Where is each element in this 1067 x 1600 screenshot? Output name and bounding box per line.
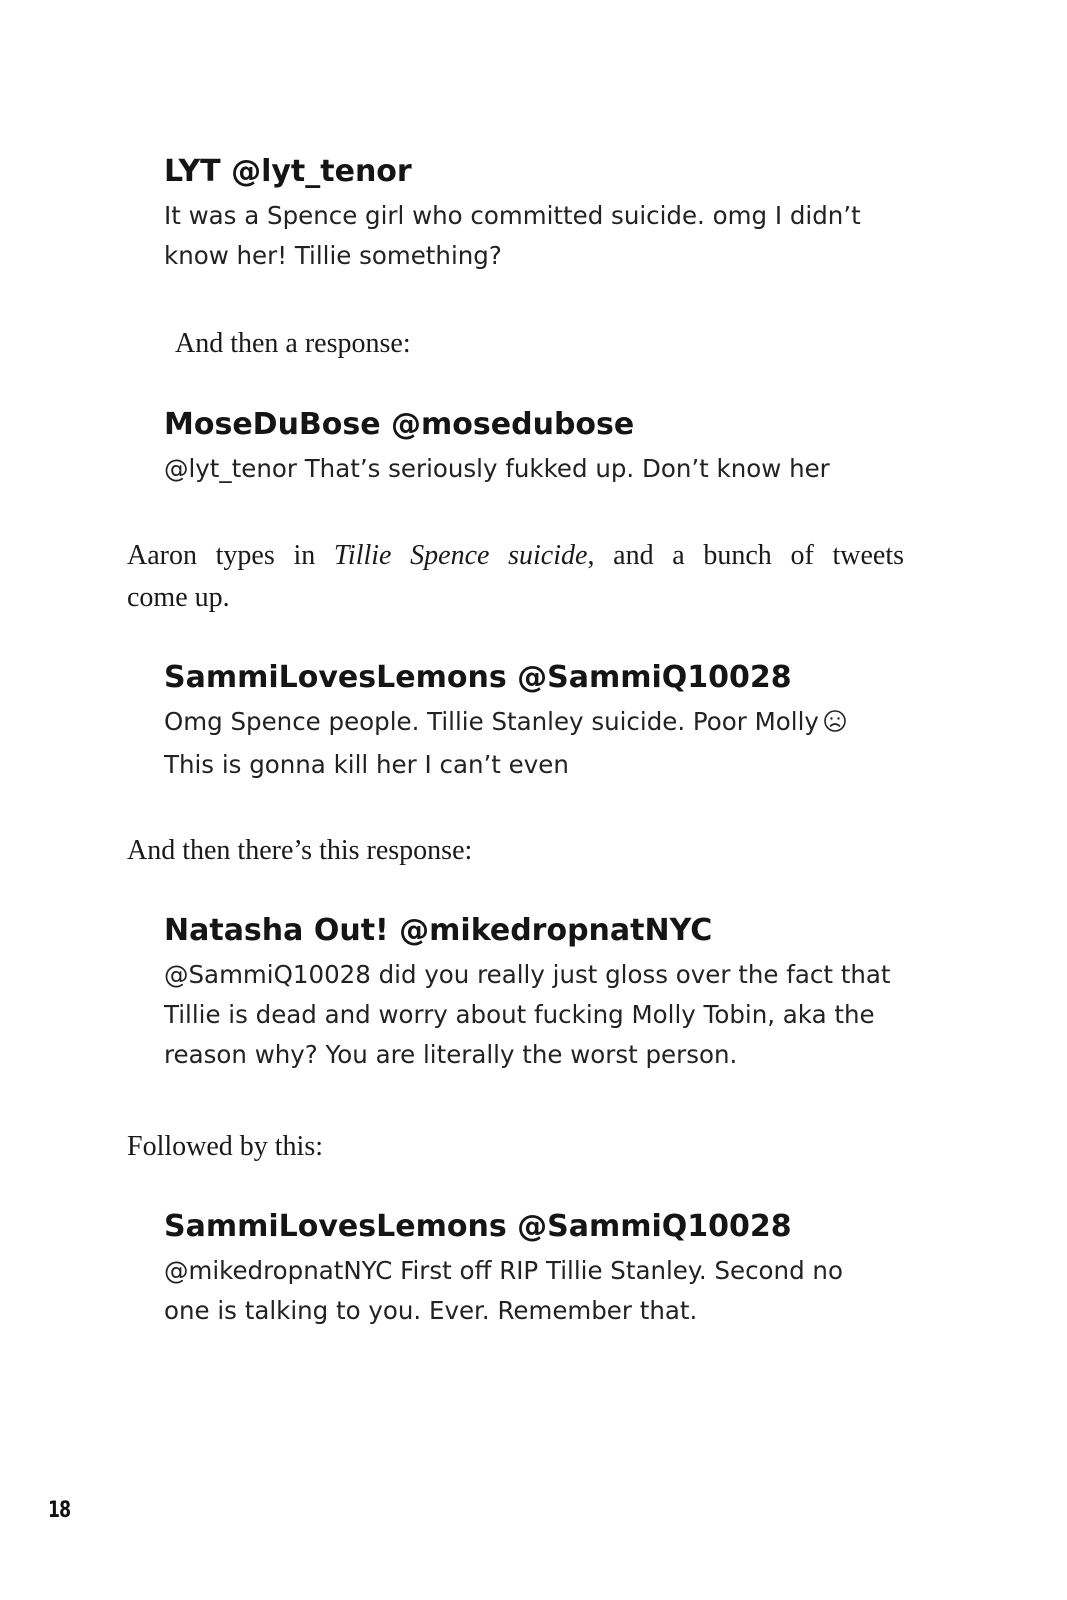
tweet-text-line: Tillie is dead and worry about fucking Molly Tobin, aka the bbox=[164, 1000, 875, 1029]
tweet-lyt-tenor bbox=[164, 154, 884, 276]
tweet-text-line: reason why? You are literally the worst person. bbox=[164, 1040, 738, 1069]
narration-italic-query: Tillie Spence suicide bbox=[333, 540, 588, 571]
tweet-text-line: @SammiQ10028 did you really just gloss over the fact that bbox=[164, 960, 891, 989]
tweet-natasha bbox=[164, 913, 891, 1075]
tweet-text-line: @lyt_tenor That’s seriously fukked up. Don’t know her bbox=[164, 454, 830, 483]
tweet-text-line: @mikedropnatNYC First off RIP Tillie Stanley. Second no bbox=[164, 1256, 843, 1285]
narration-search bbox=[127, 535, 904, 619]
tweet-text-line bbox=[164, 702, 884, 745]
tweet-text-line: It was a Spence girl who committed suicide. omg I didn’t bbox=[164, 201, 861, 230]
tweet-text-line: know her! Tillie something? bbox=[164, 241, 502, 270]
tweet-author: MoseDuBose @mosedubose bbox=[164, 407, 635, 442]
narration-text: , and a bunch of tweets bbox=[587, 540, 905, 571]
tweet-author: SammiLovesLemons @SammiQ10028 bbox=[164, 1209, 792, 1244]
tweet-text-line: one is talking to you. Ever. Remember that. bbox=[164, 1296, 698, 1325]
tweet-text-line: This is gonna kill her I can’t even bbox=[164, 750, 569, 779]
tweet-text: Omg Spence people. Tillie Stanley suicide. Poor Molly bbox=[164, 707, 819, 736]
tweet-sammi-1 bbox=[164, 660, 884, 785]
tweet-author: LYT @lyt_tenor bbox=[164, 154, 412, 189]
frowning-face-icon bbox=[823, 705, 847, 745]
tweet-author: SammiLovesLemons @SammiQ10028 bbox=[164, 660, 792, 695]
tweet-mosedubose bbox=[164, 407, 884, 489]
tweet-sammi-2 bbox=[164, 1209, 884, 1331]
narration-this-response: And then there’s this response: bbox=[127, 835, 473, 866]
narration-search-line1 bbox=[127, 535, 904, 577]
narration-search-line2: come up. bbox=[127, 582, 230, 613]
narration-text: Aaron types in bbox=[127, 540, 334, 571]
tweet-author: Natasha Out! @mikedropnatNYC bbox=[164, 913, 713, 948]
page-number: 18 bbox=[48, 1498, 71, 1523]
narration-response-intro: And then a response: bbox=[175, 328, 411, 359]
narration-followed: Followed by this: bbox=[127, 1131, 324, 1162]
